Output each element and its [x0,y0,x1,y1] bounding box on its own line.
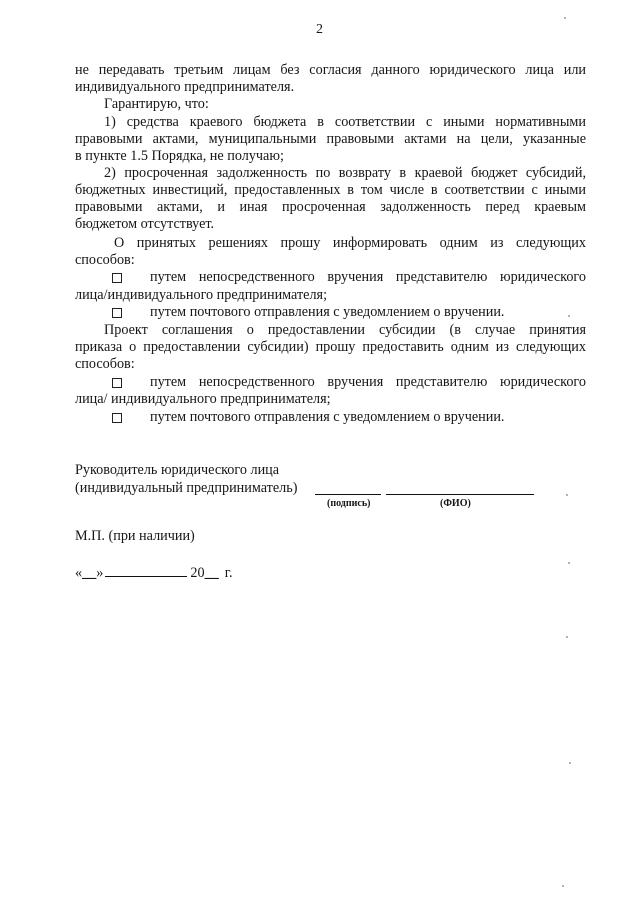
scan-speck [566,636,568,638]
text-line: лица/индивидуального предпринимателя; [75,287,328,303]
text-line: способов: [75,252,135,268]
signature-line[interactable] [315,494,381,495]
scan-speck [562,885,564,887]
checkbox-postal-delivery-1[interactable] [112,308,122,318]
date-close-quote: » [96,565,104,581]
text-line: путем непосредственного вручения представителю юридического [150,269,586,285]
text-line: способов: [75,356,135,372]
text-line: лица/ индивидуального предпринимателя; [75,391,331,407]
signature-subtitle: (индивидуальный предприниматель) [75,480,298,496]
name-line[interactable] [386,494,534,495]
text-line: индивидуального предпринимателя. [75,79,295,95]
date-line [75,565,233,582]
page-number: 2 [316,22,323,37]
stamp-label: М.П. (при наличии) [75,528,195,544]
date-day-blank[interactable]: __ [82,565,97,581]
text-line: путем почтового отправления с уведомлением о вручении. [150,304,505,320]
scan-speck [568,562,570,564]
scan-speck [569,762,571,764]
text-line: правовыми актами, муниципальными правовыми актами на цели, указанные [75,131,586,147]
date-open-quote: « [75,565,83,581]
scan-speck [566,494,568,496]
text-line: путем непосредственного вручения представителю юридического [150,374,586,390]
text-line: в пункте 1.5 Порядка, не получаю; [75,148,284,164]
checkbox-personal-delivery-1[interactable] [112,273,122,283]
name-caption: (ФИО) [440,498,471,509]
text-line: Гарантирую, что: [104,96,209,112]
text-line: не передавать третьим лицам без согласия данного юридического лица или [75,62,586,78]
text-line: приказа о предоставлении субсидии) прошу предоставить одним из следующих [75,339,586,355]
scan-speck [568,315,570,317]
date-year-blank[interactable]: __ [204,565,219,581]
scan-speck [564,17,566,19]
checkbox-personal-delivery-2[interactable] [112,378,122,388]
text-line: 2) просроченная задолженность по возврату в краевой бюджет субсидий, [104,165,586,181]
date-suffix: г. [224,565,233,581]
date-year-prefix: 20 [190,565,205,581]
text-line: бюджетом отсутствует. [75,216,215,232]
signature-title: Руководитель юридического лица [75,462,280,478]
text-line: Проект соглашения о предоставлении субсидии (в случае принятия [104,322,586,338]
checkbox-postal-delivery-2[interactable] [112,413,122,423]
text-line: правовыми актами, и иная просроченная задолженность перед краевым [75,199,586,215]
date-month-blank[interactable] [105,565,187,577]
text-line: О принятых решениях прошу информировать одним из следующих [114,235,586,251]
text-line: бюджетных инвестиций, предоставленных в том числе в соответствии с иными [75,182,586,198]
text-line: 1) средства краевого бюджета в соответствии с иными нормативными [104,114,586,130]
text-line: путем почтового отправления с уведомлением о вручении. [150,409,505,425]
signature-caption: (подпись) [327,498,371,509]
